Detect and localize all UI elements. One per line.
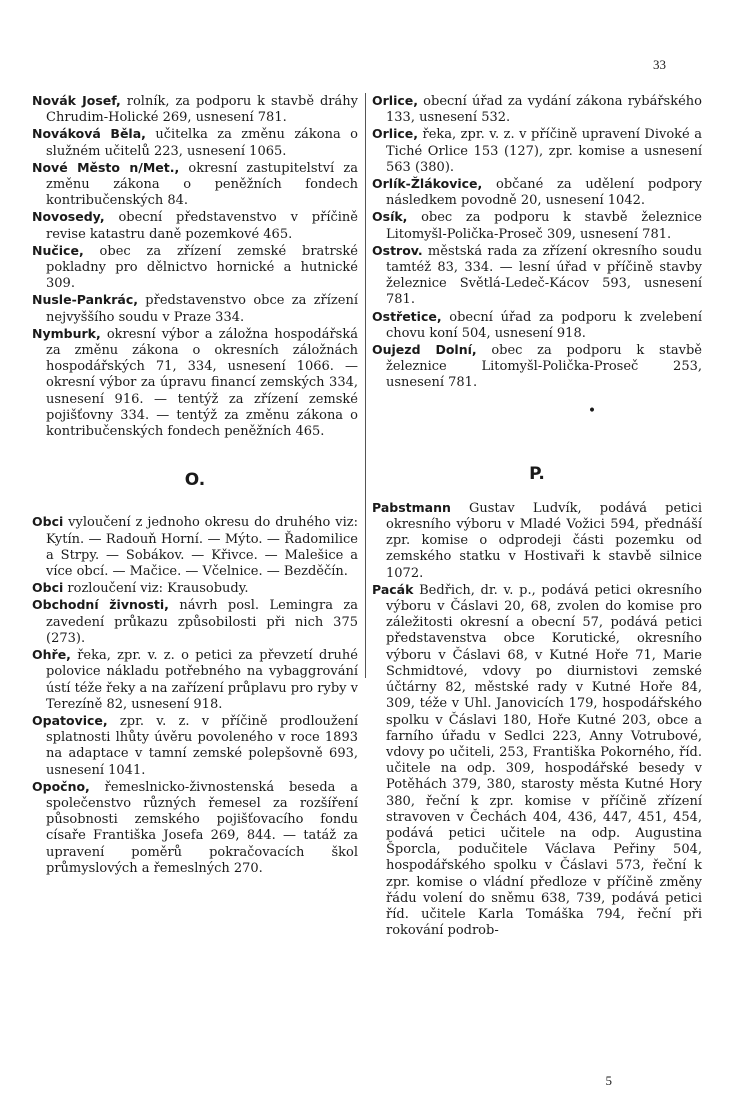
index-entry [372, 500, 702, 582]
entry-headword: Nováková Běla, [32, 126, 146, 142]
entry-headword: Nymburk, [32, 325, 101, 341]
section-letter-o: O. [184, 470, 206, 491]
entry-text: vyloučení z jednoho okresu do druhého viz: Kytín. — Radouň Horní. — Mýto. — Řadomilice a Strpy. — Sobákov. — Křivce. — Malešice a více obcí. — Mačice. — Včelnice. — Bezděčín. [46, 515, 358, 580]
entry-text: obecní představenstvo v příčině revise katastru daně pozemkové 465. [46, 210, 358, 242]
section-letter-p: P. [529, 463, 545, 484]
entry-text: zpr. v. z. v příčině prodloužení splatnosti lhůty úvěru povoleného v roce 1893 na adaptace v tamní zemské polepšovně 693, usnesení 1041. [46, 713, 358, 778]
index-entry [32, 292, 358, 325]
entry-text: obecní úřad za vydání zákona rybářského 133, usnesení 532. [386, 94, 702, 126]
entries-n [32, 93, 358, 440]
entry-text: učitelka za změnu zákona o služném učitelů 223, usnesení 1065. [46, 127, 358, 159]
index-entry [32, 514, 358, 580]
left-column [32, 93, 358, 877]
entry-headword: Obci [32, 580, 64, 596]
entry-headword: Ostrov. [372, 242, 423, 258]
index-entry [32, 597, 358, 647]
entries-o-left [32, 514, 358, 876]
entry-text: okresní výbor a záložna hospodářská za změnu zákona o okresních záložnách hospodářských 71, 334, usnesení 1066. — okresní výbor za úpravu financí zemských 334, usnesení 916. — tentýž za zřízení zemské pojišťovny 334. — tentýž za změnu zákona o kontribučenských fondech peněžních 465. [46, 326, 358, 440]
index-entry [372, 342, 702, 392]
entry-headword: Nusle-Pankrác, [32, 292, 138, 308]
index-entry [372, 582, 702, 939]
entry-text: obec za podporu k stavbě železnice Litomyšl-Polička-Proseč 253, usnesení 781. [386, 343, 702, 391]
entry-text: okresní zastupitelství za změnu zákona o peněžních fondech kontribučenských 84. [46, 160, 358, 209]
index-entry [372, 93, 702, 126]
entry-headword: Opočno, [32, 778, 90, 794]
entry-headword: Ohře, [32, 647, 71, 663]
entry-text: obec za podporu k stavbě železnice Litomyšl-Polička-Proseč 309, usnesení 781. [386, 210, 702, 242]
entry-headword: Ostřetice, [372, 308, 442, 324]
entry-headword: Orlík-Žlákovice, [372, 176, 483, 192]
entry-headword: Orlice, [372, 126, 418, 142]
entry-text: Bedřich, dr. v. p., podává petici okresního výboru v Čáslavi 20, 68, zvolen do komise pro záležitosti okresní a obecní 57, podává petici představenstva obce Korutické, okresního výboru v Čáslavi 68, v Kutné Hoře 71, Marie Schmidtové, vdovy po diurnistovi zemské účtárny 82, městské rady v Kutné Hoře 84, 309, téže v Uhl. Janovicích 179, hospodářského spolku v Čáslavi 180, Hoře Kutné 203, obce a farního úřadu v Sedlci 223, Anny Votrubové, vdovy po učiteli, 253, Františka Pokorného, říd. učitele na odp. 309, hospodářské besedy v Potěhách 379, 380, starosty města Kutné Hory 380, řeční k zpr. komise v příčině zřízení stravoven v Čechách 404, 436, 447, 451, 454, podává petici učitele na odp. Augustina Šporcla, podučitele Václava Peřiny 504, hospodářského spolku v Čáslavi 573, řeční k zpr. komise o vládní předloze v příčině změny řádu volení do sněmu 638, 739, podává petici říd. učitele Karla Tomáška 794, řeční při rokování podrob- [386, 582, 702, 939]
entry-text: městská rada za zřízení okresního soudu tamtéž 83, 334. — lesní úřad v příčině stavby železnice Světlá-Ledeč-Kácov 593, usnesení 781. [386, 243, 702, 308]
entry-text: občané za udělení podpory následkem povodně 20, usnesení 1042. [386, 177, 702, 209]
entries-p [372, 500, 702, 939]
index-entry [32, 779, 358, 877]
entry-text: řemeslnicko-živnostenská beseda a společenstvo různých řemesel za rozšíření působnosti zemského pojišťovacího fondu císaře Františka Josefa 269, 844. — tatáž za upravení poměrů pokračovacích škol průmyslových a řemeslných 270. [46, 779, 358, 876]
right-column [372, 93, 702, 939]
signature-mark: 5 [605, 1073, 612, 1088]
entry-headword: Novosedy, [32, 209, 105, 225]
entry-text: představenstvo obce za zřízení nejvyššího soudu v Praze 334. [46, 293, 358, 325]
entry-text: řeka, zpr. v. z. v příčině upravení Divoké a Tiché Orlice 153 (127), zpr. komise a usnesení 563 (380). [386, 127, 702, 175]
entry-headword: Opatovice, [32, 712, 108, 728]
page-number: 33 [653, 57, 666, 72]
index-entry [372, 176, 702, 209]
entry-text: Gustav Ludvík, podává petici okresního výboru v Mladé Vožici 594, přednáší zpr. komise o odprodeji části pozemku od zemského statku v Hostivaři k stavbě silnice 1072. [386, 500, 702, 581]
entry-headword: Nové Město n/Met., [32, 159, 180, 175]
index-entry [32, 580, 358, 597]
entry-text: návrh posl. Lemingra za zavedení průkazu způsobilosti při nich 375 (273). [46, 598, 359, 646]
entry-headword: Obchodní živnosti, [32, 597, 169, 613]
entry-text: obec za zřízení zemské bratrské pokladny pro dělnictvo hornické a hutnické 309. [46, 243, 358, 292]
entry-text: rolník, za podporu k stavbě dráhy Chrudim-Holické 269, usnesení 781. [46, 94, 358, 126]
dot-mark: • [587, 402, 597, 419]
entries-o-right [372, 93, 702, 392]
index-entry [372, 309, 702, 342]
index-entry [32, 160, 358, 210]
index-entry [372, 209, 702, 242]
entry-headword: Nučice, [32, 242, 84, 258]
index-entry [32, 209, 358, 242]
index-entry [372, 126, 702, 176]
index-entry [32, 126, 358, 159]
entry-headword: Orlice, [372, 93, 418, 108]
entry-headword: Novák Josef, [32, 93, 121, 108]
index-entry [32, 326, 358, 440]
index-entry [32, 93, 358, 126]
column-divider [365, 93, 366, 678]
entry-text: rozloučení viz: Krausobudy. [63, 581, 249, 597]
entry-text: obecní úřad za podporu k zvelebení chovu koní 504, usnesení 918. [386, 309, 702, 341]
entry-headword: Oujezd Dolní, [372, 342, 477, 358]
entry-headword: Pabstmann [372, 499, 451, 515]
index-entry [372, 243, 702, 309]
entry-text: řeka, zpr. v. z. o petici za převzetí druhé polovice nákladu potřebného na vybaggrování ústí téže řeky a na zařízení průplavu pro ryby v Terezíně 82, usnesení 918. [46, 648, 358, 712]
entry-headword: Obci [32, 514, 64, 530]
index-entry [32, 243, 358, 293]
entry-headword: Osík, [372, 209, 408, 225]
entry-headword: Pacák [372, 581, 414, 597]
index-entry [32, 647, 358, 713]
index-entry [32, 713, 358, 779]
